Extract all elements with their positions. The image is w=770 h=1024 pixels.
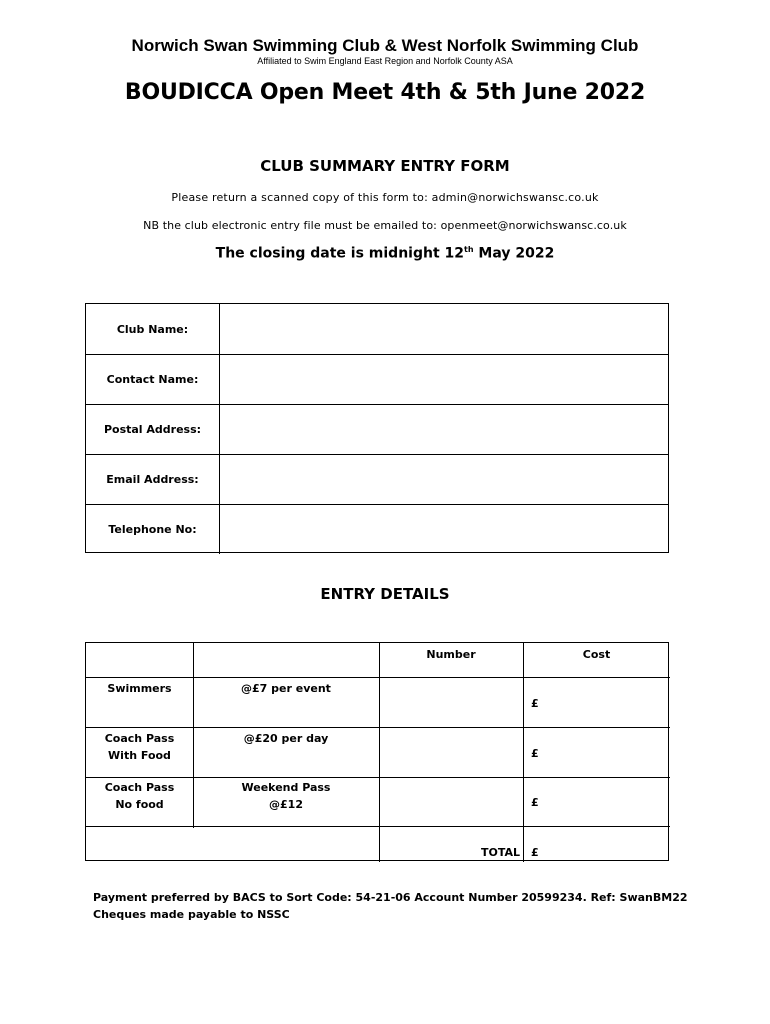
total-cost-currency: £: [531, 846, 539, 859]
row-divider-1: [86, 677, 670, 678]
club-name-row: [86, 304, 668, 354]
return-instructions: Please return a scanned copy of this form to: admin@norwichswansc.co.uk: [171, 191, 599, 204]
postal-address-row: [86, 404, 668, 454]
closing-date-suffix: May 2022: [473, 245, 555, 262]
email-address-label: Email Address:: [86, 455, 220, 504]
club-name-field[interactable]: [220, 304, 668, 354]
club-name-label: Club Name:: [86, 304, 220, 354]
coach-pass-nofood-label-line2: No food: [115, 798, 164, 811]
club-details-table: [85, 303, 669, 553]
closing-date-prefix: The closing date is midnight 12: [215, 245, 464, 262]
club-name-heading: Norwich Swan Swimming Club & West Norfolk Swimming Club: [131, 36, 639, 55]
contact-name-label: Contact Name:: [86, 355, 220, 404]
payment-bacs-text: Payment preferred by BACS to Sort Code: 54-21-06 Account Number 20599234. Ref: SwanBM22: [93, 891, 688, 904]
coach-pass-nofood-label: [86, 779, 193, 813]
weekend-pass-rate-line1: Weekend Pass: [241, 781, 331, 794]
swimmers-rate: [193, 680, 379, 697]
coach-pass-nofood-cost-currency: £: [531, 796, 539, 809]
coach-pass-food-number-field[interactable]: [380, 728, 523, 777]
number-header: Number: [426, 648, 476, 661]
swimmers-cost-currency: £: [531, 697, 539, 710]
col-divider-3: [523, 643, 524, 862]
coach-pass-food-label: [86, 730, 193, 764]
form-title: CLUB SUMMARY ENTRY FORM: [260, 157, 510, 175]
swimmers-number-field[interactable]: [380, 678, 523, 727]
cost-header: Cost: [582, 648, 611, 661]
weekend-pass-rate-line2: @£12: [269, 798, 303, 811]
email-address-field[interactable]: [220, 455, 668, 504]
email-address-row: [86, 454, 668, 504]
row-divider-3: [86, 777, 670, 778]
coach-pass-nofood-label-line1: Coach Pass: [104, 781, 175, 794]
coach-pass-food-label-line1: Coach Pass: [104, 732, 175, 745]
contact-name-row: [86, 354, 668, 404]
swimmers-rate-line1: @£7 per event: [241, 682, 331, 695]
total-label: TOTAL: [481, 846, 521, 859]
entry-details-table: [85, 642, 669, 861]
contact-name-field[interactable]: [220, 355, 668, 404]
telephone-field[interactable]: [220, 505, 668, 554]
payment-cheque-text: Cheques made payable to NSSC: [93, 908, 290, 921]
closing-date: [0, 245, 770, 262]
payment-info: [93, 889, 688, 923]
telephone-row: [86, 504, 668, 554]
coach-pass-nofood-number-field[interactable]: [380, 778, 523, 826]
coach-pass-food-label-line2: With Food: [108, 749, 171, 762]
closing-date-ordinal: th: [464, 245, 474, 254]
postal-address-field[interactable]: [220, 405, 668, 454]
meet-title: BOUDICCA Open Meet 4th & 5th June 2022: [124, 80, 646, 105]
coach-pass-food-cost-currency: £: [531, 747, 539, 760]
affiliation-text: Affiliated to Swim England East Region and Norfolk County ASA: [257, 56, 513, 66]
weekend-pass-rate: [193, 779, 379, 813]
electronic-entry-note: NB the club electronic entry file must be emailed to: openmeet@norwichswansc.co.uk: [143, 219, 627, 232]
row-divider-4: [86, 826, 670, 827]
telephone-label: Telephone No:: [86, 505, 220, 554]
swimmers-label: [86, 680, 193, 697]
swimmers-label-line1: Swimmers: [107, 682, 172, 695]
postal-address-label: Postal Address:: [86, 405, 220, 454]
coach-pass-food-rate: [193, 730, 379, 747]
row-divider-2: [86, 727, 670, 728]
coach-pass-food-rate-line1: @£20 per day: [243, 732, 329, 745]
entry-details-title: ENTRY DETAILS: [320, 585, 450, 603]
